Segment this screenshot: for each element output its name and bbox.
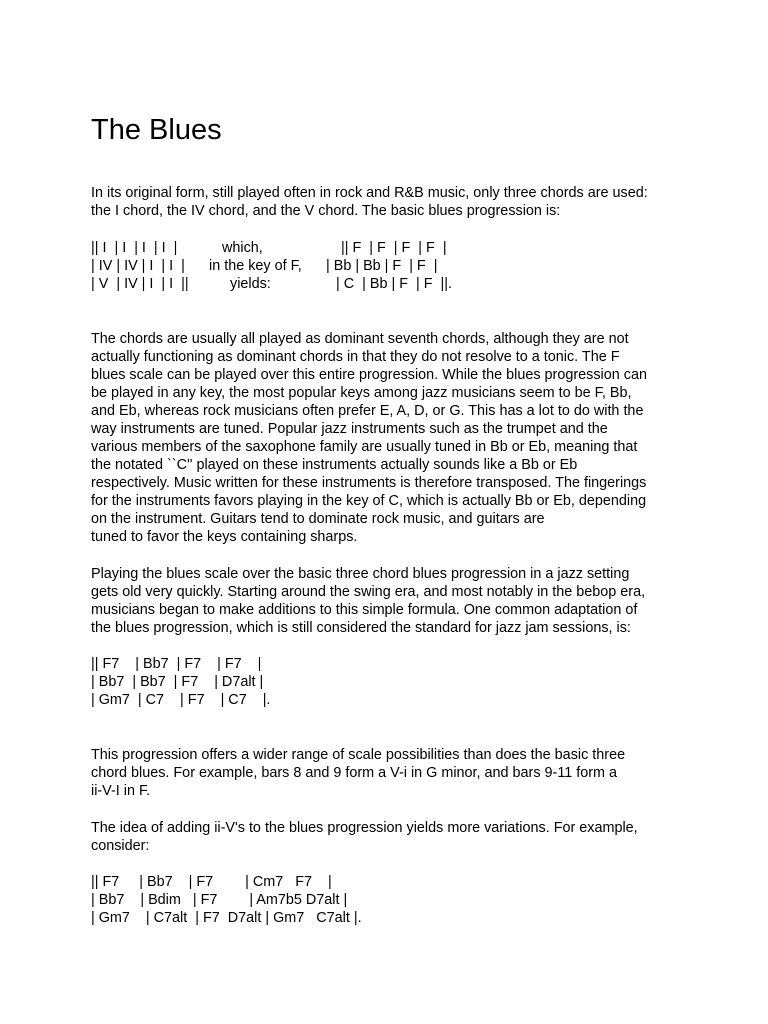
text-line: The idea of adding ii-V's to the blues progression yields more variations. For example, bbox=[91, 820, 638, 836]
text-line: consider: bbox=[91, 838, 150, 854]
intro-paragraph bbox=[91, 184, 691, 220]
roman-row-2: | IV | IV | I | I | bbox=[91, 258, 185, 274]
text-line: for the instruments favors playing in the key of C, which is actually Bb or Eb, depending bbox=[91, 493, 647, 509]
basic-progression bbox=[91, 239, 491, 295]
text-line: In its original form, still played often in rock and R&B music, only three chords are used: bbox=[91, 185, 648, 201]
text-line: musicians began to make additions to this simple formula. One common adaptation of bbox=[91, 602, 638, 618]
roman-row-3: | V | IV | I | I || bbox=[91, 276, 189, 292]
text-line: the blues progression, which is still considered the standard for jazz jam sessions, is: bbox=[91, 620, 631, 636]
text-line: blues scale can be played over this entire progression. While the blues progression can bbox=[91, 367, 647, 383]
text-line: The chords are usually all played as dominant seventh chords, although they are not bbox=[91, 331, 629, 347]
text-line: the notated ``C'' played on these instruments actually sounds like a Bb or Eb bbox=[91, 457, 578, 473]
paragraph-jazz-setting bbox=[91, 565, 691, 637]
text-line: be played in any key, the most popular keys among jazz musicians seem to be F, Bb, bbox=[91, 385, 632, 401]
text-line: chord blues. For example, bars 8 and 9 form a V-i in G minor, and bars 9-11 form a bbox=[91, 765, 618, 781]
text-line: gets old very quickly. Starting around the swing era, and most notably in the bebop era, bbox=[91, 584, 646, 600]
variation-progression-row: | Gm7 | C7alt | F7 D7alt | Gm7 C7alt |. bbox=[91, 910, 362, 926]
text-line: actually functioning as dominant chords in that they do not resolve to a tonic. The F bbox=[91, 349, 620, 365]
text-line: ii-V-I in F. bbox=[91, 783, 151, 799]
progression-note-3: yields: bbox=[230, 276, 271, 292]
text-line: the I chord, the IV chord, and the V chord. The basic blues progression is: bbox=[91, 203, 561, 219]
text-line: This progression offers a wider range of scale possibilities than does the basic three bbox=[91, 747, 626, 763]
key-f-row-3: | C | Bb | F | F ||. bbox=[336, 276, 452, 292]
variation-progression-row: | Bb7 | Bdim | F7 | Am7b5 D7alt | bbox=[91, 892, 348, 908]
text-line: various members of the saxophone family are usually tuned in Bb or Eb, meaning that bbox=[91, 439, 638, 455]
text-line: respectively. Music written for these instruments is therefore transposed. The fingerings bbox=[91, 475, 647, 491]
text-line: on the instrument. Guitars tend to dominate rock music, and guitars are bbox=[91, 511, 545, 527]
jazz-progression-row: || F7 | Bb7 | F7 | F7 | bbox=[91, 656, 262, 672]
variation-progression bbox=[91, 873, 491, 929]
text-line: Playing the blues scale over the basic three chord blues progression in a jazz setting bbox=[91, 566, 630, 582]
progression-note-2: in the key of F, bbox=[209, 258, 302, 274]
jazz-progression bbox=[91, 655, 391, 711]
jazz-progression-row: | Bb7 | Bb7 | F7 | D7alt | bbox=[91, 674, 264, 690]
text-line: way instruments are tuned. Popular jazz instruments such as the trumpet and the bbox=[91, 421, 608, 437]
variation-progression-row: || F7 | Bb7 | F7 | Cm7 F7 | bbox=[91, 874, 332, 890]
page-title: The Blues bbox=[91, 114, 222, 146]
text-line: and Eb, whereas rock musicians often prefer E, A, D, or G. This has a lot to do with the bbox=[91, 403, 644, 419]
text-line: tuned to favor the keys containing sharps. bbox=[91, 529, 358, 545]
paragraph-dominant-seventh bbox=[91, 330, 691, 546]
key-f-row-1: || F | F | F | F | bbox=[341, 240, 447, 256]
paragraph-ii-v-variations bbox=[91, 819, 691, 855]
progression-note-1: which, bbox=[222, 240, 263, 256]
roman-row-1: || I | I | I | I | bbox=[91, 240, 178, 256]
key-f-row-2: | Bb | Bb | F | F | bbox=[326, 258, 438, 274]
paragraph-scale-possibilities bbox=[91, 746, 691, 800]
jazz-progression-row: | Gm7 | C7 | F7 | C7 |. bbox=[91, 692, 271, 708]
